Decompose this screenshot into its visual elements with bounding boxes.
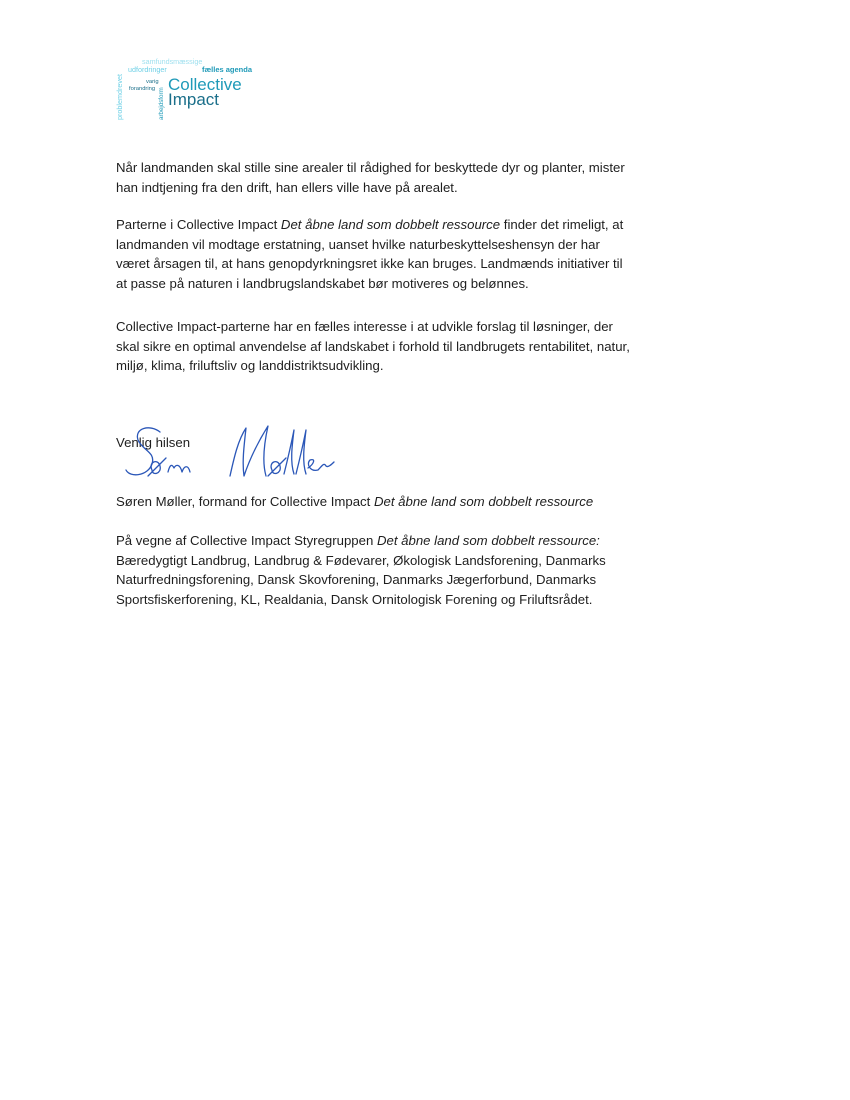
p4-partner-list: Bæredygtigt Landbrug, Landbrug & Fødevarer, Økologisk Landsforening, Danmarks Naturfredningsforening, Dansk Skovforening, Danmarks Jægerforbund, Danmarks Sportsfiskerforening, KL, Realdania, Dansk Ornitologisk Forening og Friluftsrådet.	[116, 552, 606, 607]
logo-word-samfundsmaessige: samfundsmæssige	[142, 57, 203, 66]
logo-word-collective: Collective	[168, 75, 242, 94]
logo-word-impact: Impact	[168, 90, 220, 109]
signer-name: Søren Møller, formand for Collective Impact	[116, 494, 374, 509]
signer-line	[116, 492, 593, 512]
p2-text-before: Parterne i Collective Impact	[116, 217, 281, 232]
paragraph-position	[116, 215, 636, 293]
logo-word-udfordringer: udfordringer	[128, 65, 167, 74]
p4-project-name: Det åbne land som dobbelt ressource:	[376, 533, 600, 548]
signer-project-name: Det åbne land som dobbelt ressource	[373, 494, 594, 509]
p4-text-before: På vegne af Collective Impact Styregruppen	[116, 533, 377, 548]
p2-project-name: Det åbne land som dobbelt ressource	[280, 217, 501, 232]
paragraph-shared-interest: Collective Impact-parterne har en fælles interesse i at udvikle forslag til løsninger, der skal sikre en optimal anvendelse af landskabet i forhold til landbrugets rentabilitet, natur, miljø, klima, friluftsliv og landdistriktsudvikling.	[116, 319, 630, 373]
paragraph-steering-group	[116, 531, 636, 609]
collective-impact-logo	[112, 50, 272, 122]
logo-word-arbejdsform: arbejdsform	[158, 87, 165, 120]
paragraph-compensation: Når landmanden skal stille sine arealer til rådighed for beskyttede dyr og planter, mister han indtjening fra den drift, han ellers ville have på arealet.	[116, 160, 625, 195]
logo-word-problemdrevet: problemdrevet	[115, 74, 124, 120]
logo-word-forandring: forandring	[129, 86, 156, 92]
handwritten-signature	[122, 418, 342, 496]
greeting: Venlig hilsen	[116, 435, 191, 450]
logo-word-faelles-agenda: fælles agenda	[202, 65, 253, 74]
p2-text-after: finder det rimeligt, at landmanden vil modtage erstatning, uanset hvilke naturbeskyttelseshensyn der har været årsagen til, at hans genopdyrkningsret ikke kan bruges. Landmænds initiativer til at passe på naturen i landbrugslandskabet bør motiveres og belønnes.	[116, 217, 624, 291]
logo-word-varig: varig	[146, 79, 159, 85]
